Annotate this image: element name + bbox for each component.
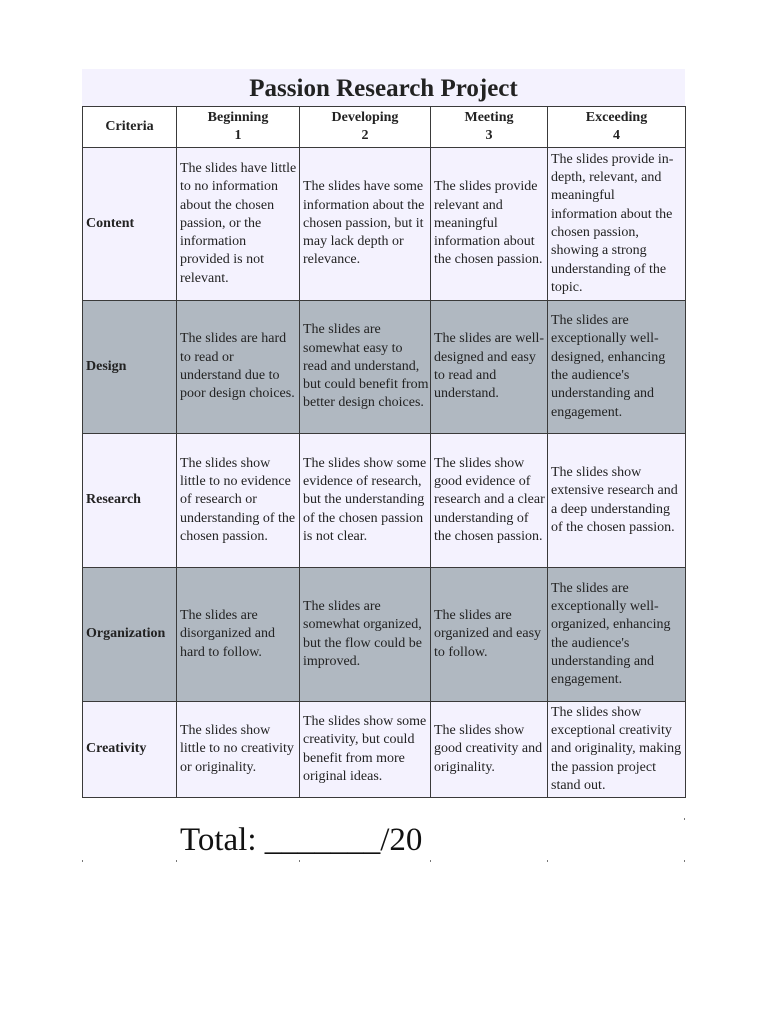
page-title: Passion Research Project: [82, 69, 685, 106]
guide-dot: [299, 860, 300, 862]
row-creativity: [83, 702, 686, 798]
cell-meeting: The slides are organized and easy to follow.: [431, 568, 548, 702]
header-developing: Developing 2: [300, 107, 431, 148]
cell-exceeding: The slides provide in-depth, relevant, and meaningful information about the chosen passion, showing a strong understanding of the topic.: [548, 148, 686, 301]
rubric-table: [82, 106, 686, 798]
cell-developing: The slides are somewhat easy to read and understand, but could benefit from better design choices.: [300, 301, 431, 434]
guide-dot: [684, 860, 685, 862]
cell-exceeding: The slides are exceptionally well-designed, enhancing the audience's understanding and engagement.: [548, 301, 686, 434]
criterion-label: Content: [83, 148, 177, 301]
cell-beginning: The slides show little to no creativity or originality.: [177, 702, 300, 798]
criterion-label: Organization: [83, 568, 177, 702]
guide-dot: [430, 860, 431, 862]
cell-developing: The slides are somewhat organized, but the flow could be improved.: [300, 568, 431, 702]
cell-beginning: The slides are disorganized and hard to follow.: [177, 568, 300, 702]
header-exceeding: Exceeding 4: [548, 107, 686, 148]
guide-dot: [176, 860, 177, 862]
header-beginning: Beginning 1: [177, 107, 300, 148]
header-criteria: Criteria: [83, 107, 177, 148]
cell-meeting: The slides show good evidence of research and a clear understanding of the chosen passion.: [431, 434, 548, 568]
cell-beginning: The slides show little to no evidence of research or understanding of the chosen passion.: [177, 434, 300, 568]
cell-exceeding: The slides show exceptional creativity and originality, making the passion project stand out.: [548, 702, 686, 798]
cell-developing: The slides show some creativity, but could benefit from more original ideas.: [300, 702, 431, 798]
cell-developing: The slides have some information about the chosen passion, but it may lack depth or relevance.: [300, 148, 431, 301]
cell-beginning: The slides are hard to read or understand due to poor design choices.: [177, 301, 300, 434]
criterion-label: Design: [83, 301, 177, 434]
header-row: [83, 107, 686, 148]
cell-meeting: The slides show good creativity and originality.: [431, 702, 548, 798]
criterion-label: Creativity: [83, 702, 177, 798]
total-score-line: Total: _______/20: [180, 822, 423, 858]
cell-meeting: The slides provide relevant and meaningful information about the chosen passion.: [431, 148, 548, 301]
row-research: [83, 434, 686, 568]
guide-dot: [547, 860, 548, 862]
cell-beginning: The slides have little to no information about the chosen passion, or the information provided is not relevant.: [177, 148, 300, 301]
cell-exceeding: The slides are exceptionally well-organized, enhancing the audience's understanding and engagement.: [548, 568, 686, 702]
rubric-sheet: [82, 69, 685, 798]
cell-developing: The slides show some evidence of research, but the understanding of the chosen passion is not clear.: [300, 434, 431, 568]
guide-dot: [82, 860, 83, 862]
row-organization: [83, 568, 686, 702]
row-content: [83, 148, 686, 301]
cell-meeting: The slides are well-designed and easy to read and understand.: [431, 301, 548, 434]
criterion-label: Research: [83, 434, 177, 568]
cell-exceeding: The slides show extensive research and a deep understanding of the chosen passion.: [548, 434, 686, 568]
header-meeting: Meeting 3: [431, 107, 548, 148]
row-design: [83, 301, 686, 434]
guide-dot: [684, 818, 685, 820]
